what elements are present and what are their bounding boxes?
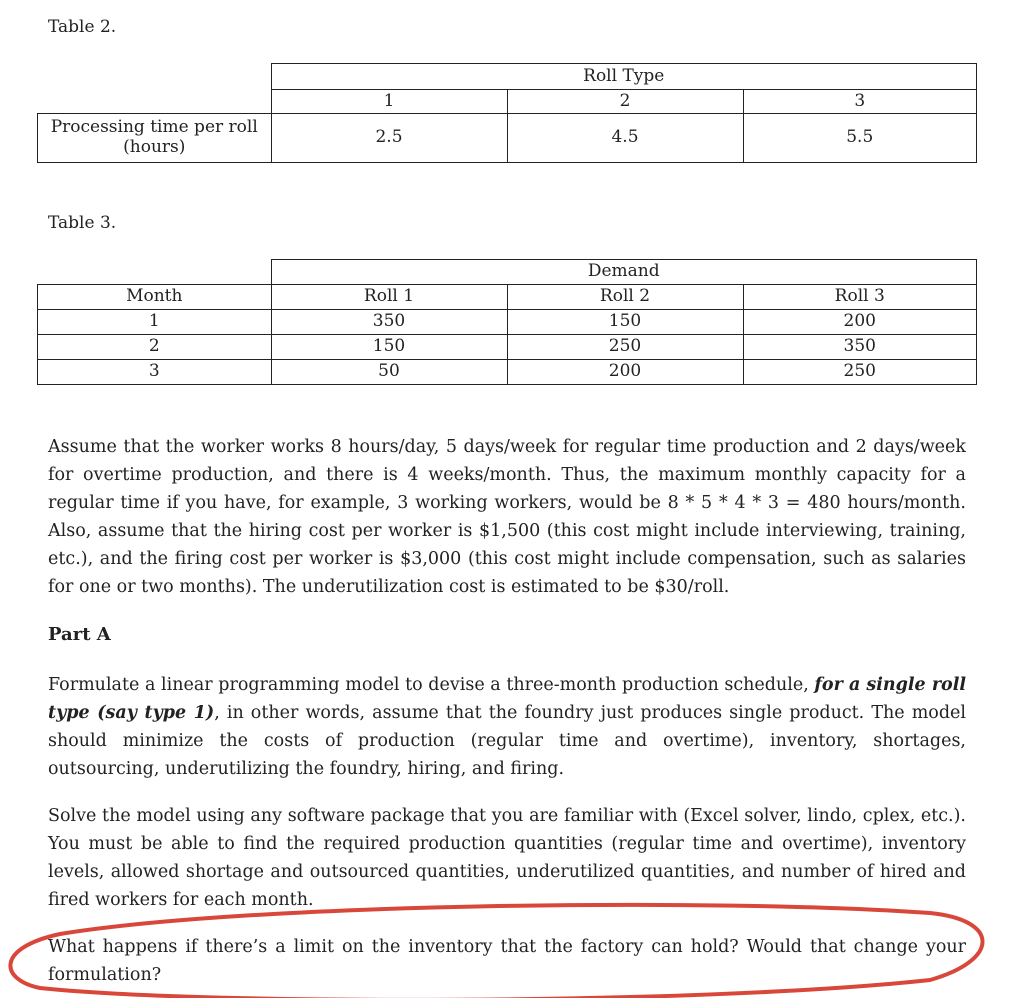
table3-cell: 150 [271, 335, 507, 360]
part-a-heading: Part A [48, 624, 111, 645]
table2-empty-corner [38, 64, 272, 90]
table3-cell: 150 [507, 310, 743, 335]
table3-month-header: Month [38, 285, 272, 310]
table3-month-cell: 3 [38, 360, 272, 385]
table3-cell: 250 [743, 360, 977, 385]
formulate-text-before: Formulate a linear programming model to devise a three-month production schedule, [48, 675, 815, 695]
table3-cell: 50 [271, 360, 507, 385]
table3-month-cell: 2 [38, 335, 272, 360]
table3-caption: Table 3. [48, 213, 117, 233]
formulate-emphasis: for a single roll type (say type 1) [48, 675, 967, 723]
table2-group-header: Roll Type [271, 64, 977, 90]
table3-group-header: Demand [271, 260, 977, 285]
table3-cell: 200 [743, 310, 977, 335]
table3-col-header-roll2: Roll 2 [507, 285, 743, 310]
table2-caption: Table 2. [48, 17, 117, 37]
table2-empty-cell [38, 90, 272, 114]
table3-cell: 200 [507, 360, 743, 385]
table-row [38, 360, 977, 385]
formulate-text-after: , in other words, assume that the foundry just produces single product. The model should minimize the costs of production (regular time and overtime), inventory, shortages, outsourcing, underutilizing the foundry, hiring, and firing. [48, 703, 966, 779]
table-row [38, 335, 977, 360]
table2-col-header-1: 1 [271, 90, 507, 114]
table3-month-cell: 1 [38, 310, 272, 335]
table3-col-header-roll1: Roll 1 [271, 285, 507, 310]
table3-empty-corner [38, 260, 272, 285]
solve-paragraph: Solve the model using any software package that you are familiar with (Excel solver, lindo, cplex, etc.). You must be able to find the required production quantities (regular time and overtime), inventory levels, allowed shortage and outsourced quantities, underutilized quantities, and number of hired and fired workers for each month. [48, 806, 966, 910]
table2 [37, 63, 977, 163]
table3-col-header-roll3: Roll 3 [743, 285, 977, 310]
table-row [38, 310, 977, 335]
table3 [37, 259, 977, 385]
table2-row-label-line1: Processing time per roll [50, 117, 258, 138]
table2-col-header-2: 2 [507, 90, 743, 114]
table2-row-label-line2: (hours) [123, 137, 186, 157]
table2-value-3: 5.5 [743, 114, 977, 163]
assumptions-paragraph: Assume that the worker works 8 hours/day, 5 days/week for regular time production and 2 days/week for overtime production, and there is 4 weeks/month. Thus, the maximum monthly capacity for a regular time if you have, for example, 3 working workers, would be 8 * 5 * 4 * 3 = 480 hours/month. Also, assume that the hiring cost per worker is $1,500 (this cost might include interviewing, training, etc.), and the firing cost per worker is $3,000 (this cost might include compensation, such as salaries for one or two months). The underutilization cost is estimated to be $30/roll. [48, 437, 966, 597]
question-paragraph: What happens if there’s a limit on the inventory that the factory can hold? Would that change your formulation? [48, 937, 966, 985]
table3-cell: 350 [271, 310, 507, 335]
table2-row-label [38, 114, 272, 163]
table3-cell: 350 [743, 335, 977, 360]
table3-cell: 250 [507, 335, 743, 360]
table2-col-header-3: 3 [743, 90, 977, 114]
formulate-paragraph [48, 671, 966, 783]
table2-value-2: 4.5 [507, 114, 743, 163]
table2-value-1: 2.5 [271, 114, 507, 163]
